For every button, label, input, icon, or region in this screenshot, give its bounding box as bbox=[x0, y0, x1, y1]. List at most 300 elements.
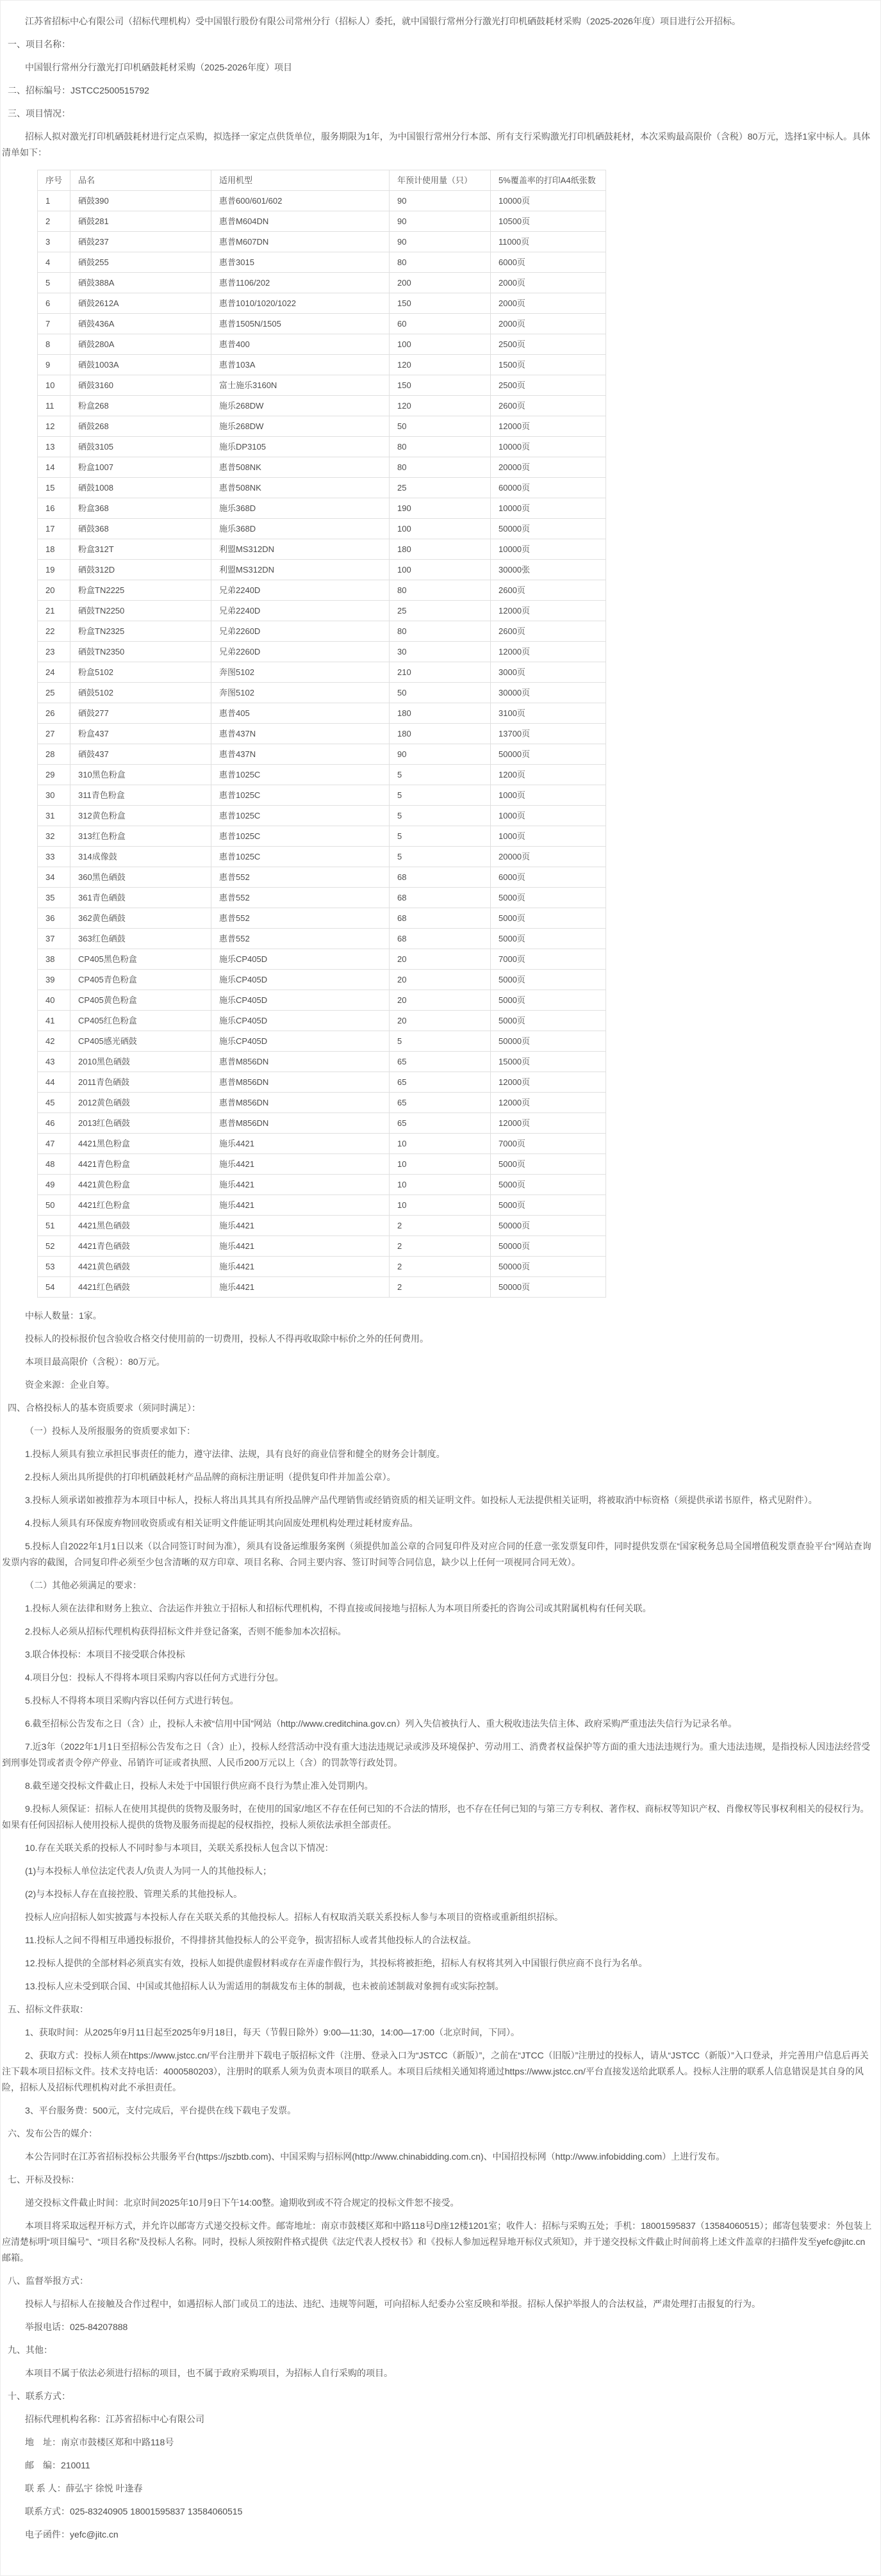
table-row bbox=[38, 888, 606, 908]
table-cell: 45 bbox=[38, 1093, 70, 1113]
table-row bbox=[38, 1277, 606, 1298]
table-cell: 20 bbox=[390, 1011, 491, 1031]
table-cell: 惠普1010/1020/1022 bbox=[211, 293, 390, 314]
table-cell: 80 bbox=[390, 621, 491, 642]
table-cell: 180 bbox=[390, 724, 491, 744]
table-cell: 20 bbox=[390, 970, 491, 990]
table-cell: 施乐4421 bbox=[211, 1277, 390, 1298]
table-cell: 24 bbox=[38, 662, 70, 683]
table-cell: CP405黄色粉盒 bbox=[70, 990, 211, 1011]
table-cell: 5000页 bbox=[491, 970, 606, 990]
table-cell: 31 bbox=[38, 806, 70, 826]
table-row bbox=[38, 1257, 606, 1277]
table-cell: 施乐CP405D bbox=[211, 970, 390, 990]
table-cell: 30 bbox=[38, 785, 70, 806]
table-cell: 90 bbox=[390, 211, 491, 232]
table-cell: 65 bbox=[390, 1072, 491, 1093]
table-cell: 5 bbox=[390, 1031, 491, 1052]
table-cell: 惠普600/601/602 bbox=[211, 191, 390, 211]
document-body bbox=[1, 13, 880, 2543]
table-cell: 20000页 bbox=[491, 457, 606, 478]
table-cell: 50 bbox=[38, 1195, 70, 1216]
table-cell: 12000页 bbox=[491, 416, 606, 437]
table-cell: 惠普M856DN bbox=[211, 1052, 390, 1072]
table-row bbox=[38, 580, 606, 601]
table-cell: 5 bbox=[38, 273, 70, 293]
table-cell: 50000页 bbox=[491, 1216, 606, 1236]
table-row bbox=[38, 478, 606, 498]
table-cell: 5000页 bbox=[491, 929, 606, 949]
table-cell: 210 bbox=[390, 662, 491, 683]
table-row bbox=[38, 191, 606, 211]
table-cell: 12000页 bbox=[491, 1113, 606, 1134]
table-cell: 奔图5102 bbox=[211, 683, 390, 703]
table-cell: 30000张 bbox=[491, 560, 606, 580]
paragraph: 举报电话：025-84207888 bbox=[25, 2322, 128, 2332]
table-cell: 施乐CP405D bbox=[211, 990, 390, 1011]
table-cell: 65 bbox=[390, 1093, 491, 1113]
table-row bbox=[38, 293, 606, 314]
column-header: 品名 bbox=[70, 170, 211, 191]
table-row bbox=[38, 1216, 606, 1236]
table-cell: 粉盒268 bbox=[70, 396, 211, 416]
table-cell: 25 bbox=[390, 601, 491, 621]
table-row bbox=[38, 724, 606, 744]
table-cell: 6000页 bbox=[491, 252, 606, 273]
table-row bbox=[38, 621, 606, 642]
section-heading: 二、招标编号：JSTCC2500515792 bbox=[8, 85, 149, 95]
table-cell: 68 bbox=[390, 888, 491, 908]
table-cell: 施乐268DW bbox=[211, 416, 390, 437]
paragraph: 3.投标人须承诺如被推荐为本项目中标人，投标人将出具其具有所投品牌产品代理销售或经销资质的相关证明文件。如投标人无法提供相关证明，将被取消中标资格（须提供承诺书原件，格式见附件）。 bbox=[25, 1495, 818, 1505]
table-cell: 惠普508NK bbox=[211, 457, 390, 478]
paragraph: 9.投标人须保证：招标人在使用其提供的货物及服务时，在使用的国家/地区不存在任何已知的不合法的情形，也不存在任何已知的与第三方专利权、著作权、商标权等知识产权、肖像权等民事权利相关的侵权行为。如果有任何因招标人使用投标人提供的货物及服务而提起的侵权指控，投标人须依法承担全部责任。 bbox=[2, 1804, 869, 1830]
table-row bbox=[38, 519, 606, 539]
table-cell: 施乐4421 bbox=[211, 1175, 390, 1195]
table-cell: 惠普552 bbox=[211, 908, 390, 929]
table-cell: 8 bbox=[38, 334, 70, 355]
table-cell: 惠普3015 bbox=[211, 252, 390, 273]
table-cell: 68 bbox=[390, 908, 491, 929]
table-cell: 46 bbox=[38, 1113, 70, 1134]
table-cell: 180 bbox=[390, 539, 491, 560]
table-cell: 2 bbox=[390, 1277, 491, 1298]
table-row bbox=[38, 539, 606, 560]
table-cell: 150 bbox=[390, 375, 491, 396]
table-cell: 2 bbox=[390, 1257, 491, 1277]
column-header: 5%覆盖率的打印A4纸张数 bbox=[491, 170, 606, 191]
table-cell: 44 bbox=[38, 1072, 70, 1093]
table-row bbox=[38, 662, 606, 683]
table-cell: 富士施乐3160N bbox=[211, 375, 390, 396]
table-cell: 21 bbox=[38, 601, 70, 621]
table-cell: 60000页 bbox=[491, 478, 606, 498]
paragraph: 2、获取方式：投标人须在https://www.jstcc.cn/平台注册并下载电子版招标文件（注册、登录入口为“JSTCC（新版）”，之前在“JTCC（旧版）”注册过的投标人，请从“JSTCC（新版）”入口登录，并完善用户信息后再关注下载本项目招标文件。技术支持电话：4000580203），注册时的联系人须为负责本项目的联系人。本项目后续相关通知将通过https://www.jstcc.cn/平台直接发送给此联系人。投标人注册的联系人信息错误是其自身的风险，招标人及招标代理机构对此不承担责任。 bbox=[2, 2050, 869, 2092]
paragraph: 3、平台服务费：500元，支付完成后，平台提供在线下载电子发票。 bbox=[25, 2105, 297, 2115]
table-cell: 10 bbox=[390, 1154, 491, 1175]
table-cell: 5 bbox=[390, 826, 491, 847]
table-cell: 硒鼓436A bbox=[70, 314, 211, 334]
table-row bbox=[38, 498, 606, 519]
table-cell: 施乐CP405D bbox=[211, 949, 390, 970]
table-cell: 5000页 bbox=[491, 888, 606, 908]
table-cell: 20 bbox=[390, 990, 491, 1011]
table-cell: 80 bbox=[390, 437, 491, 457]
section-heading: 六、发布公告的媒介： bbox=[8, 2128, 97, 2139]
table-cell: 惠普1025C bbox=[211, 806, 390, 826]
table-row bbox=[38, 375, 606, 396]
table-cell: 惠普M856DN bbox=[211, 1072, 390, 1093]
table-cell: 10 bbox=[38, 375, 70, 396]
table-cell: 65 bbox=[390, 1113, 491, 1134]
table-cell: 施乐4421 bbox=[211, 1134, 390, 1154]
table-cell: 10 bbox=[390, 1195, 491, 1216]
table-cell: 27 bbox=[38, 724, 70, 744]
table-cell: CP405黑色粉盒 bbox=[70, 949, 211, 970]
paragraph: 联 系 人：薛弘宇 徐悦 叶逢春 bbox=[25, 2483, 143, 2493]
table-cell: 惠普552 bbox=[211, 929, 390, 949]
table-cell: 4421黄色粉盒 bbox=[70, 1175, 211, 1195]
table-cell: 1000页 bbox=[491, 806, 606, 826]
table-cell: 5000页 bbox=[491, 990, 606, 1011]
paragraph: 5.投标人自2022年1月1日以来（以合同签订时间为准），须具有设备运维服务案例（须提供加盖公章的合同复印件及对应合同的任意一张发票复印件，同时提供发票在“国家税务总局全国增值税发票查验平台”网站查询发票内容的截图，合同复印件必须至少包含清晰的双方印章、项目名称、合同主要内容、签订时间等合同信息，缺少以上任何一项视同合同无效）。 bbox=[2, 1541, 871, 1567]
table-cell: 12000页 bbox=[491, 642, 606, 662]
table-cell: 1000页 bbox=[491, 785, 606, 806]
table-cell: 200 bbox=[390, 273, 491, 293]
table-row bbox=[38, 437, 606, 457]
table-cell: 50000页 bbox=[491, 1277, 606, 1298]
table-cell: 50 bbox=[390, 683, 491, 703]
table-cell: 12 bbox=[38, 416, 70, 437]
table-cell: 惠普1106/202 bbox=[211, 273, 390, 293]
table-cell: 80 bbox=[390, 457, 491, 478]
table-cell: 25 bbox=[390, 478, 491, 498]
paragraph: 2.投标人必须从招标代理机构获得招标文件并登记备案，否则不能参加本次招标。 bbox=[25, 1626, 347, 1636]
table-cell: 5000页 bbox=[491, 908, 606, 929]
table-cell: 3000页 bbox=[491, 662, 606, 683]
table-cell: 硒鼓437 bbox=[70, 744, 211, 765]
table-cell: 惠普1025C bbox=[211, 826, 390, 847]
paragraph: 4.项目分包：投标人不得将本项目采购内容以任何方式进行分包。 bbox=[25, 1672, 284, 1683]
table-cell: 4421黑色粉盒 bbox=[70, 1134, 211, 1154]
table-cell: 2010黑色硒鼓 bbox=[70, 1052, 211, 1072]
paragraph: 投标人与招标人在接触及合作过程中，如遇招标人部门或员工的违法、违纪、违规等问题，可向招标人纪委办公室反映和举报。招标人保护举报人的合法权益，严肃处理打击报复的行为。 bbox=[25, 2299, 761, 2309]
table-cell: 惠普552 bbox=[211, 867, 390, 888]
paragraph: 招标人拟对激光打印机硒鼓耗材进行定点采购，拟选择一家定点供货单位，服务期限为1年，为中国银行常州分行本部、所有支行采购激光打印机硒鼓耗材，本次采购最高限价（含税）80万元，选择1家中标人。具体清单如下： bbox=[2, 131, 871, 158]
section-heading: 三、项目情况： bbox=[8, 108, 70, 118]
table-cell: 粉盒TN2225 bbox=[70, 580, 211, 601]
table-cell: 7000页 bbox=[491, 1134, 606, 1154]
table-cell: 12000页 bbox=[491, 1072, 606, 1093]
table-cell: 30000页 bbox=[491, 683, 606, 703]
table-cell: 1 bbox=[38, 191, 70, 211]
table-cell: 10500页 bbox=[491, 211, 606, 232]
table-row bbox=[38, 560, 606, 580]
table-cell: 25 bbox=[38, 683, 70, 703]
table-cell: 2600页 bbox=[491, 396, 606, 416]
table-cell: 粉盒368 bbox=[70, 498, 211, 519]
paragraph: （一）投标人及所报服务的资质要求如下： bbox=[25, 1426, 195, 1436]
table-cell: 4421红色粉盒 bbox=[70, 1195, 211, 1216]
table-cell: 80 bbox=[390, 252, 491, 273]
table-cell: 利盟MS312DN bbox=[211, 539, 390, 560]
table-cell: 10 bbox=[390, 1175, 491, 1195]
table-cell: 15 bbox=[38, 478, 70, 498]
paragraph: 11.投标人之间不得相互串通投标报价，不得排挤其他投标人的公平竞争，损害招标人或者其他投标人的合法权益。 bbox=[25, 1935, 477, 1945]
section-heading: 八、监督举报方式： bbox=[8, 2276, 88, 2286]
paragraph: 7.近3年（2022年1月1日至招标公告发布之日（含）止），投标人经营活动中没有重大违法违规记录或涉及环境保护、劳动用工、消费者权益保护等方面的重大违法违规行为。重大违法违规，是指投标人因违法经营受到刑事处罚或者责令停产停业、吊销许可证或者执照、人民币200万元以上（含）的罚款等行政处罚。 bbox=[2, 1741, 871, 1768]
table-cell: 4421青色粉盒 bbox=[70, 1154, 211, 1175]
table-cell: 361青色硒鼓 bbox=[70, 888, 211, 908]
table-row bbox=[38, 908, 606, 929]
table-row bbox=[38, 703, 606, 724]
table-row bbox=[38, 785, 606, 806]
paragraph: 1.投标人须在法律和财务上独立、合法运作并独立于招标人和招标代理机构，不得直接或间接地与招标人为本项目所委托的咨询公司或其附属机构有任何关联。 bbox=[25, 1603, 652, 1613]
paragraph: 8.截至递交投标文件截止日，投标人未处于中国银行供应商不良行为禁止准入处罚期内。 bbox=[25, 1781, 374, 1791]
table-cell: 13700页 bbox=[491, 724, 606, 744]
table-cell: 5000页 bbox=[491, 1011, 606, 1031]
table-row bbox=[38, 1072, 606, 1093]
table-cell: 施乐4421 bbox=[211, 1257, 390, 1277]
table-cell: 1000页 bbox=[491, 826, 606, 847]
paragraph: 招标代理机构名称：江苏省招标中心有限公司 bbox=[25, 2414, 204, 2424]
table-cell: 5 bbox=[390, 847, 491, 867]
table-cell: 30 bbox=[390, 642, 491, 662]
table-row bbox=[38, 1195, 606, 1216]
table-row bbox=[38, 1052, 606, 1072]
table-cell: 硒鼓312D bbox=[70, 560, 211, 580]
table-cell: 2012黄色硒鼓 bbox=[70, 1093, 211, 1113]
paragraph: 6.截至招标公告发布之日（含）止，投标人未被“信用中国”网站（http://www.creditchina.gov.cn）列入失信被执行人、重大税收违法失信主体、政府采购严重违法失信行为记录名单。 bbox=[25, 1718, 737, 1729]
table-cell: 52 bbox=[38, 1236, 70, 1257]
table-cell: 硒鼓390 bbox=[70, 191, 211, 211]
table-cell: 5000页 bbox=[491, 1175, 606, 1195]
table-cell: 314成像鼓 bbox=[70, 847, 211, 867]
table-row bbox=[38, 1113, 606, 1134]
table-row bbox=[38, 970, 606, 990]
paragraph: 10.存在关联关系的投标人不同时参与本项目，关联关系投标人包含以下情况： bbox=[25, 1843, 334, 1853]
table-cell: 利盟MS312DN bbox=[211, 560, 390, 580]
table-cell: CP405青色粉盒 bbox=[70, 970, 211, 990]
table-cell: 6000页 bbox=[491, 867, 606, 888]
table-cell: 惠普103A bbox=[211, 355, 390, 375]
paragraph: 资金来源：企业自筹。 bbox=[25, 1380, 115, 1390]
table-row bbox=[38, 1175, 606, 1195]
table-row bbox=[38, 806, 606, 826]
table-cell: 硒鼓2612A bbox=[70, 293, 211, 314]
paragraph: (2)与本投标人存在直接控股、管理关系的其他投标人。 bbox=[25, 1889, 243, 1899]
paragraph: 联系方式：025-83240905 18001595837 13584060515 bbox=[25, 2506, 243, 2516]
table-cell: 硒鼓277 bbox=[70, 703, 211, 724]
table-cell: 3100页 bbox=[491, 703, 606, 724]
table-cell: 粉盒TN2325 bbox=[70, 621, 211, 642]
paragraph: (1)与本投标人单位法定代表人/负责人为同一人的其他投标人； bbox=[25, 1866, 272, 1876]
table-cell: 12000页 bbox=[491, 601, 606, 621]
table-cell: 100 bbox=[390, 519, 491, 539]
table-cell: 16 bbox=[38, 498, 70, 519]
table-row bbox=[38, 211, 606, 232]
paragraph: 13.投标人应未受到联合国、中国或其他招标人认为需适用的制裁发布主体的制裁，也未被前述制裁对象拥有或实际控制。 bbox=[25, 1981, 504, 1991]
table-cell: 43 bbox=[38, 1052, 70, 1072]
table-cell: 80 bbox=[390, 580, 491, 601]
table-cell: 2 bbox=[390, 1236, 491, 1257]
table-row bbox=[38, 273, 606, 293]
table-row bbox=[38, 949, 606, 970]
table-row bbox=[38, 601, 606, 621]
table-cell: 兄弟2260D bbox=[211, 621, 390, 642]
table-row bbox=[38, 314, 606, 334]
table-cell: 2500页 bbox=[491, 334, 606, 355]
table-cell: 惠普437N bbox=[211, 744, 390, 765]
table-cell: 190 bbox=[390, 498, 491, 519]
table-cell: 65 bbox=[390, 1052, 491, 1072]
table-cell: 7000页 bbox=[491, 949, 606, 970]
table-cell: 奔图5102 bbox=[211, 662, 390, 683]
table-cell: 硒鼓1003A bbox=[70, 355, 211, 375]
table-cell: 40 bbox=[38, 990, 70, 1011]
table-cell: 38 bbox=[38, 949, 70, 970]
table-cell: 47 bbox=[38, 1134, 70, 1154]
paragraph: 12.投标人提供的全部材料必须真实有效，投标人如提供虚假材料或存在弄虚作假行为，其投标将被拒绝，招标人有权将其列入中国银行供应商不良行为名单。 bbox=[25, 1958, 648, 1968]
table-cell: 6 bbox=[38, 293, 70, 314]
table-cell: 100 bbox=[390, 560, 491, 580]
paragraph: 投标人的投标报价包含验收合格交付使用前的一切费用，投标人不得再收取除中标价之外的任何费用。 bbox=[25, 1333, 429, 1344]
table-cell: 362黄色硒鼓 bbox=[70, 908, 211, 929]
table-cell: 惠普405 bbox=[211, 703, 390, 724]
table-cell: 42 bbox=[38, 1031, 70, 1052]
table-cell: 施乐268DW bbox=[211, 396, 390, 416]
paragraph: 4.投标人须具有环保废弃物回收资质或有相关证明文件能证明其向固废处理机构处理过耗材废弃品。 bbox=[25, 1518, 418, 1528]
table-cell: 惠普M856DN bbox=[211, 1113, 390, 1134]
table-row bbox=[38, 990, 606, 1011]
table-cell: 36 bbox=[38, 908, 70, 929]
table-cell: 硒鼓3105 bbox=[70, 437, 211, 457]
table-cell: 5 bbox=[390, 806, 491, 826]
table-cell: 28 bbox=[38, 744, 70, 765]
table-cell: 粉盒437 bbox=[70, 724, 211, 744]
table-cell: 50 bbox=[390, 416, 491, 437]
table-cell: 22 bbox=[38, 621, 70, 642]
table-cell: 2600页 bbox=[491, 621, 606, 642]
table-cell: 施乐4421 bbox=[211, 1195, 390, 1216]
paragraph: 中标人数量：1家。 bbox=[25, 1310, 102, 1321]
section-heading: 十、联系方式： bbox=[8, 2391, 70, 2401]
table-cell: 惠普508NK bbox=[211, 478, 390, 498]
table-cell: 68 bbox=[390, 929, 491, 949]
table-cell: 硒鼓368 bbox=[70, 519, 211, 539]
table-row bbox=[38, 929, 606, 949]
table-cell: 2011青色硒鼓 bbox=[70, 1072, 211, 1093]
table-cell: 33 bbox=[38, 847, 70, 867]
table-cell: 粉盒5102 bbox=[70, 662, 211, 683]
table-cell: 312黄色粉盒 bbox=[70, 806, 211, 826]
paragraph: 地 址：南京市鼓楼区郑和中路118号 bbox=[25, 2437, 174, 2447]
table-cell: 150 bbox=[390, 293, 491, 314]
table-cell: 20 bbox=[390, 949, 491, 970]
table-cell: 4421黑色硒鼓 bbox=[70, 1216, 211, 1236]
table-cell: 14 bbox=[38, 457, 70, 478]
column-header: 适用机型 bbox=[211, 170, 390, 191]
table-cell: 兄弟2240D bbox=[211, 601, 390, 621]
table-cell: 180 bbox=[390, 703, 491, 724]
table-cell: 硒鼓3160 bbox=[70, 375, 211, 396]
paragraph: 邮 编：210011 bbox=[25, 2460, 90, 2470]
table-row bbox=[38, 1093, 606, 1113]
table-cell: 惠普1025C bbox=[211, 785, 390, 806]
table-cell: 120 bbox=[390, 396, 491, 416]
table-cell: 54 bbox=[38, 1277, 70, 1298]
table-cell: 2000页 bbox=[491, 273, 606, 293]
table-cell: 4421青色硒鼓 bbox=[70, 1236, 211, 1257]
table-cell: 7 bbox=[38, 314, 70, 334]
table-cell: 惠普1505N/1505 bbox=[211, 314, 390, 334]
table-header-row bbox=[38, 170, 606, 191]
table-cell: 2000页 bbox=[491, 314, 606, 334]
table-row bbox=[38, 826, 606, 847]
table-cell: 32 bbox=[38, 826, 70, 847]
table-cell: 35 bbox=[38, 888, 70, 908]
table-cell: 20 bbox=[38, 580, 70, 601]
table-cell: 41 bbox=[38, 1011, 70, 1031]
table-row bbox=[38, 847, 606, 867]
table-cell: 11 bbox=[38, 396, 70, 416]
table-cell: 施乐CP405D bbox=[211, 1011, 390, 1031]
column-header: 序号 bbox=[38, 170, 70, 191]
table-cell: 惠普1025C bbox=[211, 847, 390, 867]
table-cell: 惠普400 bbox=[211, 334, 390, 355]
table-cell: 3 bbox=[38, 232, 70, 252]
table-cell: 硒鼓237 bbox=[70, 232, 211, 252]
table-cell: 4 bbox=[38, 252, 70, 273]
table-cell: 4421黄色硒鼓 bbox=[70, 1257, 211, 1277]
paragraph: 3.联合体投标：本项目不接受联合体投标 bbox=[25, 1649, 185, 1659]
section-heading: 七、开标及投标： bbox=[8, 2174, 79, 2185]
table-cell: 2000页 bbox=[491, 293, 606, 314]
table-cell: 2013红色硒鼓 bbox=[70, 1113, 211, 1134]
table-cell: 50000页 bbox=[491, 1031, 606, 1052]
section-heading: 五、招标文件获取： bbox=[8, 2004, 88, 2014]
table-cell: 10000页 bbox=[491, 498, 606, 519]
section-heading: 四、合格投标人的基本资质要求（须同时满足）： bbox=[8, 1403, 201, 1413]
table-cell: 兄弟2260D bbox=[211, 642, 390, 662]
table-cell: 5000页 bbox=[491, 1154, 606, 1175]
table-cell: CP405红色粉盒 bbox=[70, 1011, 211, 1031]
table-cell: 硒鼓TN2250 bbox=[70, 601, 211, 621]
table-cell: 15000页 bbox=[491, 1052, 606, 1072]
table-cell: 50000页 bbox=[491, 1257, 606, 1277]
table-cell: 惠普1025C bbox=[211, 765, 390, 785]
table-cell: 粉盒1007 bbox=[70, 457, 211, 478]
table-row bbox=[38, 1031, 606, 1052]
table-cell: 19 bbox=[38, 560, 70, 580]
table-row bbox=[38, 232, 606, 252]
table-cell: 50000页 bbox=[491, 1236, 606, 1257]
column-header: 年预计使用量（只） bbox=[390, 170, 491, 191]
table-row bbox=[38, 1154, 606, 1175]
table-cell: 13 bbox=[38, 437, 70, 457]
table-cell: CP405感光硒鼓 bbox=[70, 1031, 211, 1052]
table-cell: 10 bbox=[390, 1134, 491, 1154]
table-cell: 313红色粉盒 bbox=[70, 826, 211, 847]
table-cell: 施乐4421 bbox=[211, 1216, 390, 1236]
paragraph: 电子函件：yefc@jitc.cn bbox=[25, 2529, 119, 2539]
paragraph: 本公告同时在江苏省招标投标公共服务平台(https://jszbtb.com)、中国采购与招标网(http://www.chinabidding.com.cn)、中国招投标网（http://www.infobidding.com）上进行发布。 bbox=[25, 2151, 725, 2162]
table-cell: 惠普M607DN bbox=[211, 232, 390, 252]
table-cell: 363红色硒鼓 bbox=[70, 929, 211, 949]
paragraph: 本项目将采取远程开标方式，并允许以邮寄方式递交投标文件。邮寄地址：南京市鼓楼区郑和中路118号D座12楼1201室；收件人：招标与采购五处；手机：18001595837（13584060515）；邮寄包装要求：外包装上应清楚标明“项目编号”、“项目名称”及投标人名称。同时，投标人须按附件格式提供《法定代表人授权书》和《投标人参加远程异地开标仪式须知》，并于递交投标文件截止时间前将上述文件盖章的扫描件发至yefc@jitc.cn 邮箱。 bbox=[2, 2221, 872, 2263]
table-row bbox=[38, 457, 606, 478]
table-cell: 惠普552 bbox=[211, 888, 390, 908]
